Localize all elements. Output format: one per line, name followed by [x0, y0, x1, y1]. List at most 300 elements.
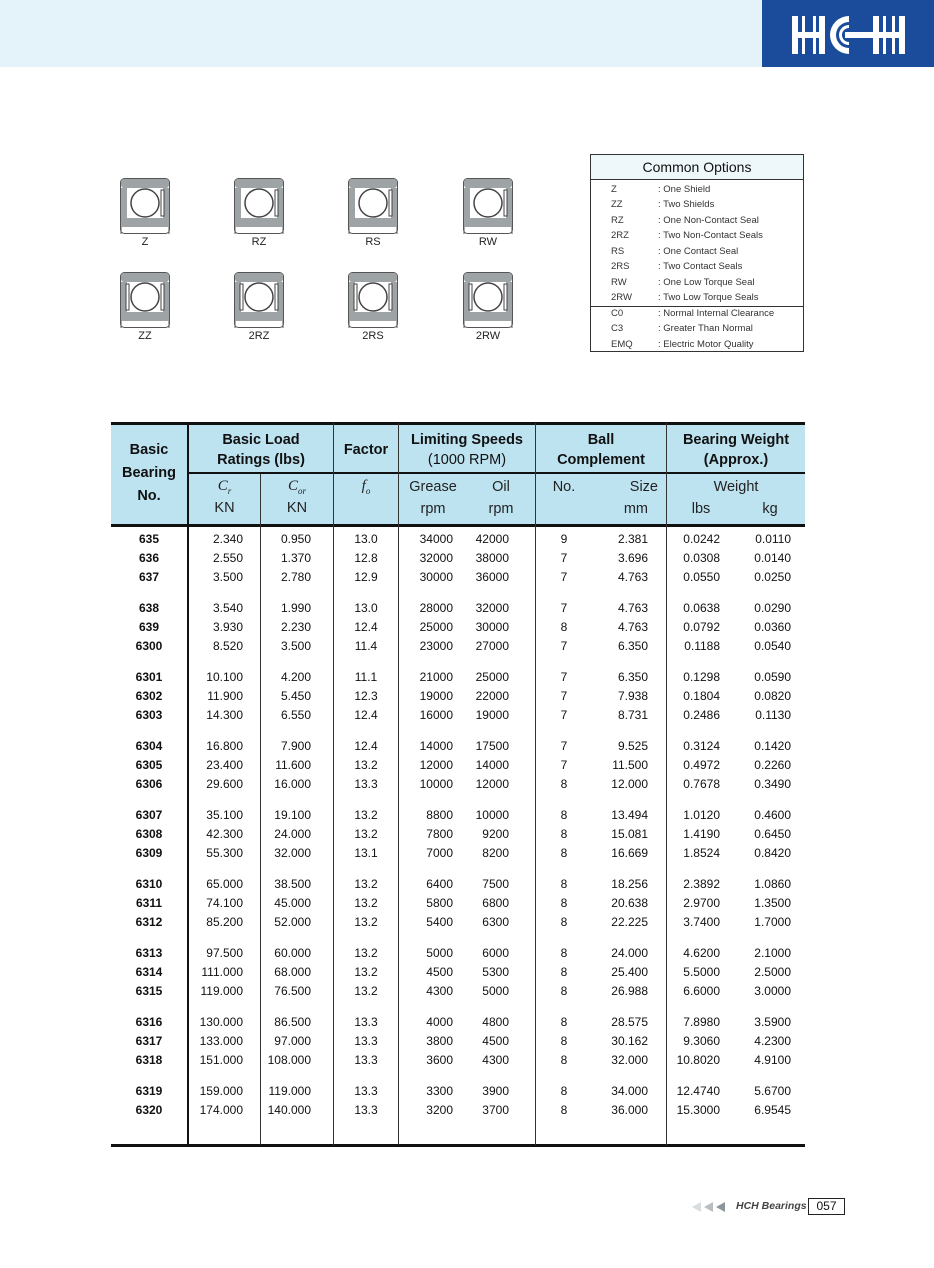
- cr-value: 97.500: [206, 946, 243, 960]
- cr-value: 3.500: [212, 570, 243, 585]
- option-row: [591, 230, 805, 245]
- option-row: [591, 277, 805, 292]
- option-code: RS: [611, 246, 625, 257]
- ball-size: 6.350: [617, 639, 648, 654]
- grease-rpm: 32000: [419, 551, 453, 566]
- weight-lbs: 2.9700: [683, 896, 720, 911]
- cr-value: 74.100: [206, 896, 243, 911]
- bearing-diagram-label: 2RS: [362, 330, 384, 342]
- bearing-cross-section-icon: [348, 272, 398, 328]
- weight-kg: 0.2260: [754, 758, 791, 773]
- ball-count: 9: [560, 532, 568, 546]
- option-desc: : Two Low Torque Seals: [658, 292, 759, 303]
- oil-rpm: 42000: [475, 532, 509, 546]
- grease-rpm: 7800: [426, 827, 453, 842]
- ball-count: 8: [560, 846, 568, 861]
- table-bottom-rule: [111, 1144, 805, 1147]
- weight-lbs: 0.0242: [683, 532, 720, 546]
- header-text: (1000 RPM): [427, 452, 507, 468]
- ball-count: 7: [560, 670, 568, 684]
- option-code: RZ: [611, 215, 624, 226]
- weight-lbs: 2.3892: [683, 877, 720, 891]
- cor-value: 86.500: [274, 1015, 311, 1029]
- cor-value: 0.950: [280, 532, 311, 546]
- ball-size: 4.763: [617, 601, 648, 615]
- grease-rpm: 4000: [426, 1015, 453, 1029]
- bearing-cross-section-icon: [120, 178, 170, 234]
- subscript: or: [298, 486, 307, 496]
- cr-value: 35.100: [206, 808, 243, 822]
- cr-value: 11.900: [207, 689, 243, 704]
- subheader-size: Size: [629, 479, 658, 495]
- bearing-no: 6309: [135, 846, 163, 861]
- cor-value: 119.000: [268, 1084, 311, 1098]
- weight-kg: 0.0140: [754, 551, 791, 566]
- cor-value: 38.500: [274, 877, 311, 891]
- weight-kg: 0.8420: [754, 846, 791, 861]
- ball-count: 8: [560, 1103, 568, 1118]
- cr-value: 2.340: [212, 532, 243, 546]
- factor-value: 13.3: [354, 1103, 378, 1118]
- cr-value: 42.300: [206, 827, 243, 842]
- cr-value: 119.000: [200, 984, 243, 999]
- subheader-grease: Grease: [409, 479, 457, 495]
- option-code: C3: [611, 323, 624, 334]
- ball-count: 8: [560, 808, 568, 822]
- subheader-cr: $C_r$: [217, 478, 232, 496]
- weight-kg: 4.2300: [754, 1034, 791, 1049]
- bearing-diagram-2rs: [345, 272, 401, 348]
- ball-size: 11.500: [612, 758, 648, 773]
- bearing-no: 6308: [135, 827, 163, 842]
- weight-lbs: 0.7678: [683, 777, 720, 792]
- ball-size: 26.988: [611, 984, 648, 999]
- option-code: Z: [611, 184, 617, 195]
- cor-value: 2.780: [280, 570, 311, 585]
- ball-size: 6.350: [617, 670, 648, 684]
- weight-kg: 0.1420: [754, 739, 791, 753]
- option-row: [591, 184, 805, 199]
- weight-lbs: 0.1188: [684, 639, 720, 654]
- bearing-no: 6315: [135, 984, 163, 999]
- weight-kg: 1.7000: [754, 915, 791, 930]
- weight-kg: 3.5900: [754, 1015, 791, 1029]
- subheader-weight: Weight: [713, 479, 759, 495]
- bearing-diagram-label: RS: [365, 236, 381, 248]
- weight-lbs: 0.0638: [683, 601, 720, 615]
- ball-size: 28.575: [611, 1015, 648, 1029]
- cr-value: 8.520: [212, 639, 243, 654]
- bearing-no: 6313: [135, 946, 163, 960]
- cr-value: 23.400: [206, 758, 243, 773]
- ball-size: 16.669: [611, 846, 648, 861]
- weight-lbs: 5.5000: [683, 965, 720, 980]
- ball-size: 13.494: [611, 808, 648, 822]
- ball-size: 36.000: [611, 1103, 648, 1118]
- subscript: o: [365, 486, 371, 496]
- cor-value: 4.200: [280, 670, 311, 684]
- bearing-diagram-label: 2RW: [475, 330, 501, 342]
- ball-count: 8: [560, 1015, 568, 1029]
- cr-value: 2.550: [212, 551, 243, 566]
- ball-size: 15.081: [611, 827, 648, 842]
- header-factor: Factor: [343, 442, 389, 458]
- option-code: RW: [611, 277, 627, 288]
- hch-logo: [762, 0, 934, 67]
- oil-rpm: 12000: [475, 777, 509, 792]
- option-desc: : One Low Torque Seal: [658, 277, 755, 288]
- oil-rpm: 6800: [482, 896, 509, 911]
- bearing-diagram-label: RW: [478, 236, 498, 248]
- factor-value: 13.3: [354, 1053, 378, 1068]
- cor-value: 140.000: [267, 1103, 311, 1118]
- bearing-cross-section-icon: [463, 272, 513, 328]
- oil-rpm: 22000: [475, 689, 509, 704]
- option-code: 2RW: [611, 292, 632, 303]
- cor-value: 16.000: [274, 777, 311, 792]
- oil-rpm: 6300: [482, 915, 509, 930]
- factor-value: 12.4: [354, 708, 378, 723]
- ball-size: 8.731: [617, 708, 648, 723]
- weight-kg: 6.9545: [754, 1103, 791, 1118]
- cor-value: 19.100: [274, 808, 311, 822]
- bearing-diagram-rz: [231, 178, 287, 254]
- bearing-diagram-rw: [460, 178, 516, 254]
- bearing-no: 6306: [135, 777, 163, 792]
- factor-value: 13.3: [354, 1034, 378, 1049]
- bearing-no: 638: [138, 601, 160, 615]
- option-desc: : Electric Motor Quality: [658, 339, 754, 350]
- factor-value: 12.9: [354, 570, 378, 585]
- weight-lbs: 15.3000: [676, 1103, 720, 1118]
- hch-logo-icon: [792, 16, 906, 54]
- weight-kg: 0.0820: [754, 689, 791, 704]
- cor-value: 5.450: [280, 689, 311, 704]
- option-row: [591, 339, 805, 354]
- option-desc: : Two Shields: [658, 199, 715, 210]
- bearing-no: 6316: [135, 1015, 163, 1029]
- weight-lbs: 4.6200: [683, 946, 720, 960]
- header-text: Ratings (lbs): [217, 452, 305, 468]
- weight-lbs: 0.0550: [683, 570, 720, 585]
- header-text: Complement: [557, 452, 645, 468]
- weight-lbs: 9.3060: [683, 1034, 720, 1049]
- weight-kg: 2.5000: [754, 965, 791, 980]
- factor-value: 13.2: [354, 984, 378, 999]
- header-text: Basic: [129, 442, 169, 458]
- option-desc: : Greater Than Normal: [658, 323, 753, 334]
- ball-count: 8: [560, 915, 568, 930]
- cr-value: 130.000: [199, 1015, 243, 1029]
- cor-value: 3.500: [280, 639, 311, 654]
- ball-size: 30.162: [611, 1034, 648, 1049]
- subheader-cor: $C_{or}$: [287, 478, 307, 496]
- subheader-no: No.: [552, 479, 576, 495]
- ball-size: 34.000: [611, 1084, 648, 1098]
- ball-size: 32.000: [611, 1053, 648, 1068]
- factor-value: 13.2: [354, 965, 378, 980]
- header-basic-bearing: [111, 440, 187, 506]
- option-desc: : One Contact Seal: [658, 246, 739, 257]
- ball-count: 7: [560, 758, 568, 773]
- ball-count: 8: [560, 877, 568, 891]
- cr-value: 16.800: [206, 739, 243, 753]
- ball-size: 24.000: [611, 946, 648, 960]
- cor-value: 68.000: [274, 965, 311, 980]
- ball-size: 20.638: [611, 896, 648, 911]
- ball-size: 18.256: [611, 877, 648, 891]
- ball-size: 25.400: [611, 965, 648, 980]
- oil-rpm: 4800: [482, 1015, 509, 1029]
- subheader-lbs: lbs: [691, 501, 711, 517]
- ball-size: 9.525: [617, 739, 648, 753]
- option-desc: : One Shield: [658, 184, 711, 195]
- grease-rpm: 5400: [426, 915, 453, 930]
- factor-value: 13.0: [354, 532, 378, 546]
- bearing-diagram-rs: [345, 178, 401, 254]
- bearing-no: 6320: [135, 1103, 163, 1118]
- ball-count: 7: [560, 689, 568, 704]
- oil-rpm: 9200: [482, 827, 509, 842]
- option-code: 2RS: [611, 261, 630, 272]
- cor-value: 6.550: [280, 708, 311, 723]
- bearing-no: 635: [138, 532, 160, 546]
- ball-count: 7: [560, 708, 568, 723]
- ball-count: 7: [560, 739, 568, 753]
- oil-rpm: 32000: [475, 601, 509, 615]
- header-limiting-speeds: [399, 430, 535, 470]
- common-options-panel: [590, 154, 804, 352]
- weight-kg: 3.0000: [754, 984, 791, 999]
- grease-rpm: 30000: [419, 570, 453, 585]
- grease-rpm: 3200: [426, 1103, 453, 1118]
- ball-count: 8: [560, 1084, 568, 1098]
- oil-rpm: 4500: [482, 1034, 509, 1049]
- grease-rpm: 28000: [419, 601, 453, 615]
- ball-size: 4.763: [617, 620, 648, 635]
- table-top-rule: [111, 422, 805, 425]
- bearing-no: 6317: [135, 1034, 163, 1049]
- bearing-no: 637: [138, 570, 160, 585]
- weight-kg: 0.0250: [754, 570, 791, 585]
- weight-lbs: 0.1804: [683, 689, 720, 704]
- weight-kg: 0.0590: [754, 670, 791, 684]
- cor-value: 1.370: [280, 551, 311, 566]
- factor-value: 12.8: [354, 551, 378, 566]
- bearing-no: 6307: [135, 808, 163, 822]
- header-bearing-weight: [667, 430, 805, 470]
- oil-rpm: 8200: [482, 846, 509, 861]
- table-mid-rule: [187, 472, 805, 474]
- bearing-cross-section-icon: [234, 178, 284, 234]
- bearing-no: 6305: [135, 758, 163, 773]
- ball-size: 12.000: [611, 777, 648, 792]
- oil-rpm: 36000: [475, 570, 509, 585]
- bearing-no: 639: [138, 620, 160, 635]
- oil-rpm: 38000: [475, 551, 509, 566]
- ball-count: 8: [560, 965, 568, 980]
- bearing-no: 6319: [135, 1084, 163, 1098]
- grease-rpm: 23000: [419, 639, 453, 654]
- cr-value: 133.000: [199, 1034, 243, 1049]
- option-row: [591, 323, 805, 338]
- table-header-rule: [111, 524, 805, 527]
- header-text: No.: [137, 488, 161, 504]
- page-number: 057: [808, 1198, 845, 1215]
- bearing-no: 6310: [135, 877, 163, 891]
- bearing-diagram-label: ZZ: [138, 330, 152, 342]
- grease-rpm: 5800: [426, 896, 453, 911]
- option-desc: : One Non-Contact Seal: [658, 215, 759, 226]
- header-ball-complement: [536, 430, 666, 470]
- oil-rpm: 5300: [482, 965, 509, 980]
- weight-kg: 1.0860: [754, 877, 791, 891]
- grease-rpm: 21000: [419, 670, 453, 684]
- oil-rpm: 6000: [482, 946, 509, 960]
- ball-count: 7: [560, 551, 568, 566]
- factor-value: 13.2: [354, 896, 378, 911]
- ball-count: 8: [560, 827, 568, 842]
- cor-value: 11.600: [275, 758, 311, 773]
- cr-value: 3.540: [212, 601, 243, 615]
- cr-value: 3.930: [212, 620, 243, 635]
- ball-size: 7.938: [617, 689, 648, 704]
- weight-kg: 4.9100: [754, 1053, 791, 1068]
- ball-count: 8: [560, 777, 568, 792]
- factor-value: 13.1: [354, 846, 378, 861]
- option-code: EMQ: [611, 339, 633, 350]
- bearing-no: 6314: [135, 965, 163, 980]
- cor-value: 108.000: [267, 1053, 311, 1068]
- bearing-no: 6312: [135, 915, 163, 930]
- cor-value: 24.000: [274, 827, 311, 842]
- bearing-no: 6301: [135, 670, 163, 684]
- grease-rpm: 12000: [419, 758, 453, 773]
- subheader-grease-unit: rpm: [420, 501, 446, 517]
- grease-rpm: 14000: [419, 739, 453, 753]
- options-divider: [591, 306, 803, 307]
- ball-count: 8: [560, 896, 568, 911]
- weight-lbs: 1.0120: [683, 808, 720, 822]
- factor-value: 12.4: [354, 739, 378, 753]
- option-row: [591, 261, 805, 276]
- weight-lbs: 0.4972: [683, 758, 720, 773]
- factor-value: 11.4: [354, 639, 378, 654]
- bearing-diagram-2rw: [460, 272, 516, 348]
- common-options-title: Common Options: [591, 155, 803, 180]
- weight-lbs: 0.1298: [683, 670, 720, 684]
- bearing-diagram-label: 2RZ: [248, 330, 270, 342]
- weight-kg: 0.0290: [754, 601, 791, 615]
- grease-rpm: 6400: [426, 877, 453, 891]
- subheader-size-unit: mm: [623, 501, 648, 517]
- header-text: Bearing Weight: [682, 432, 790, 448]
- oil-rpm: 25000: [475, 670, 509, 684]
- grease-rpm: 3600: [426, 1053, 453, 1068]
- bearing-no: 6303: [135, 708, 163, 723]
- header-text: Basic Load: [222, 432, 300, 448]
- bearing-no: 6311: [135, 896, 163, 911]
- oil-rpm: 5000: [482, 984, 509, 999]
- factor-value: 13.2: [354, 915, 378, 930]
- weight-kg: 0.0110: [755, 532, 791, 546]
- oil-rpm: 10000: [475, 808, 509, 822]
- header-text: (Approx.): [703, 452, 769, 468]
- bearing-no: 6304: [135, 739, 163, 753]
- subheader-oil: Oil: [492, 479, 510, 495]
- ball-size: 3.696: [617, 551, 648, 566]
- grease-rpm: 4300: [426, 984, 453, 999]
- ball-size: 4.763: [617, 570, 648, 585]
- option-desc: : Normal Internal Clearance: [658, 308, 775, 319]
- grease-rpm: 5000: [426, 946, 453, 960]
- ball-count: 8: [560, 946, 568, 960]
- subheader-cr-unit: KN: [214, 500, 235, 516]
- option-desc: : Two Non-Contact Seals: [658, 230, 763, 241]
- weight-kg: 2.1000: [754, 946, 791, 960]
- grease-rpm: 25000: [419, 620, 453, 635]
- weight-kg: 0.0540: [754, 639, 791, 654]
- cr-value: 85.200: [206, 915, 243, 930]
- cr-value: 151.000: [199, 1053, 243, 1068]
- weight-kg: 0.6450: [754, 827, 791, 842]
- oil-rpm: 30000: [475, 620, 509, 635]
- triple-arrow-icon: [692, 1202, 732, 1212]
- bearing-no: 6318: [135, 1053, 163, 1068]
- cr-value: 174.000: [199, 1103, 243, 1118]
- factor-value: 13.2: [354, 827, 378, 842]
- option-desc: : Two Contact Seals: [658, 261, 743, 272]
- footer-brand: HCH Bearings: [736, 1200, 807, 1212]
- factor-value: 13.0: [354, 601, 378, 615]
- grease-rpm: 4500: [426, 965, 453, 980]
- weight-kg: 0.0360: [754, 620, 791, 635]
- ball-count: 8: [560, 620, 568, 635]
- oil-rpm: 7500: [482, 877, 509, 891]
- cor-value: 1.990: [280, 601, 311, 615]
- option-row: [591, 308, 805, 323]
- cr-value: 55.300: [206, 846, 243, 861]
- oil-rpm: 3700: [482, 1103, 509, 1118]
- weight-lbs: 0.2486: [683, 708, 720, 723]
- bearing-cross-section-icon: [120, 272, 170, 328]
- option-code: C0: [611, 308, 624, 319]
- bearing-cross-section-icon: [348, 178, 398, 234]
- grease-rpm: 3800: [426, 1034, 453, 1049]
- cr-value: 159.000: [199, 1084, 243, 1098]
- grease-rpm: 3300: [426, 1084, 453, 1098]
- factor-value: 13.2: [354, 877, 378, 891]
- subheader-fo: $f_o$: [361, 478, 371, 496]
- ball-count: 8: [560, 1053, 568, 1068]
- grease-rpm: 8800: [426, 808, 453, 822]
- ball-count: 7: [560, 601, 568, 615]
- weight-lbs: 0.0308: [683, 551, 720, 566]
- bearing-diagram-label: RZ: [251, 236, 267, 248]
- weight-lbs: 1.8524: [683, 846, 720, 861]
- grease-rpm: 19000: [419, 689, 453, 704]
- subheader-oil-unit: rpm: [488, 501, 514, 517]
- factor-value: 13.2: [354, 946, 378, 960]
- bearing-cross-section-icon: [463, 178, 513, 234]
- bearing-diagram-label: Z: [141, 236, 149, 248]
- cr-value: 111.000: [201, 965, 243, 980]
- header-text: Ball: [587, 432, 615, 448]
- weight-lbs: 1.4190: [683, 827, 720, 842]
- cor-value: 60.000: [274, 946, 311, 960]
- bearing-no: 6302: [135, 689, 163, 704]
- option-code: 2RZ: [611, 230, 629, 241]
